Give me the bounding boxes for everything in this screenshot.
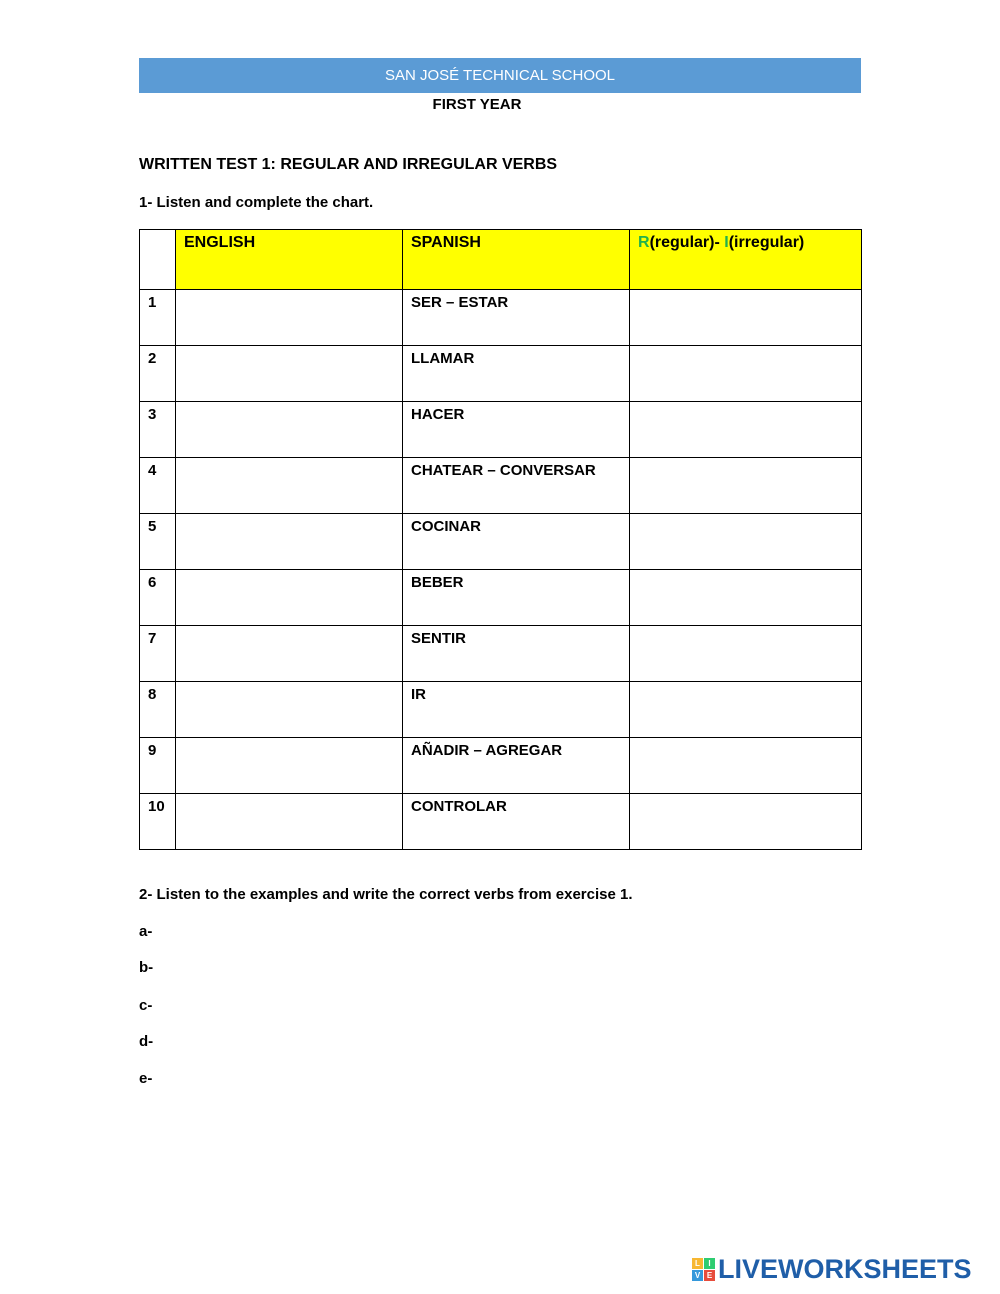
spanish-verb: SER – ESTAR xyxy=(403,290,630,346)
spanish-verb: LLAMAR xyxy=(403,346,630,402)
regular-irregular-answer-cell[interactable] xyxy=(630,626,862,682)
school-banner xyxy=(139,58,861,93)
logo-icon xyxy=(692,1258,715,1281)
spanish-verb: CONTROLAR xyxy=(403,794,630,850)
header-i-text: (irregular) xyxy=(728,234,805,251)
spanish-verb: CHATEAR – CONVERSAR xyxy=(403,458,630,514)
regular-irregular-answer-cell[interactable] xyxy=(630,570,862,626)
year-label: FIRST YEAR xyxy=(432,96,522,113)
row-number: 2 xyxy=(140,346,176,402)
table-row xyxy=(140,346,862,402)
row-number: 1 xyxy=(140,290,176,346)
logo-icon-letter: I xyxy=(704,1258,715,1269)
answer-line-3[interactable]: d- xyxy=(139,1033,154,1050)
logo-text: LIVEWORKSHEETS xyxy=(718,1253,972,1284)
row-number: 7 xyxy=(140,626,176,682)
answer-line-2[interactable]: c- xyxy=(139,997,153,1014)
spanish-verb: COCINAR xyxy=(403,514,630,570)
header-r-text: (regular)- xyxy=(649,234,725,251)
regular-irregular-answer-cell[interactable] xyxy=(630,682,862,738)
regular-irregular-answer-cell[interactable] xyxy=(630,514,862,570)
english-answer-cell[interactable] xyxy=(176,458,403,514)
row-number: 10 xyxy=(140,794,176,850)
english-answer-cell[interactable] xyxy=(176,290,403,346)
english-answer-cell[interactable] xyxy=(176,682,403,738)
spanish-verb: SENTIR xyxy=(403,626,630,682)
test-title: WRITTEN TEST 1: REGULAR AND IRREGULAR VERBS xyxy=(139,156,558,173)
logo-icon-letter: L xyxy=(692,1258,703,1269)
table-row xyxy=(140,570,862,626)
english-answer-cell[interactable] xyxy=(176,738,403,794)
header-number-cell xyxy=(140,230,176,290)
header-english: ENGLISH xyxy=(176,230,403,290)
table-row xyxy=(140,682,862,738)
english-answer-cell[interactable] xyxy=(176,402,403,458)
spanish-verb: HACER xyxy=(403,402,630,458)
row-number: 8 xyxy=(140,682,176,738)
regular-irregular-answer-cell[interactable] xyxy=(630,290,862,346)
table-row xyxy=(140,626,862,682)
regular-irregular-answer-cell[interactable] xyxy=(630,402,862,458)
header-spanish: SPANISH xyxy=(403,230,630,290)
answer-line-4[interactable]: e- xyxy=(139,1070,153,1087)
table-row xyxy=(140,514,862,570)
liveworksheets-logo xyxy=(692,1254,972,1284)
spanish-verb: AÑADIR – AGREGAR xyxy=(403,738,630,794)
header-r-letter: R xyxy=(638,234,650,251)
english-answer-cell[interactable] xyxy=(176,346,403,402)
table-row xyxy=(140,458,862,514)
table-row xyxy=(140,402,862,458)
spanish-verb: IR xyxy=(403,682,630,738)
table-row xyxy=(140,794,862,850)
row-number: 3 xyxy=(140,402,176,458)
exercise2-instruction: 2- Listen to the examples and write the correct verbs from exercise 1. xyxy=(139,886,633,903)
row-number: 9 xyxy=(140,738,176,794)
logo-icon-letter: E xyxy=(704,1270,715,1281)
row-number: 6 xyxy=(140,570,176,626)
table-row xyxy=(140,738,862,794)
row-number: 4 xyxy=(140,458,176,514)
english-answer-cell[interactable] xyxy=(176,794,403,850)
school-name: SAN JOSÉ TECHNICAL SCHOOL xyxy=(384,67,616,84)
regular-irregular-answer-cell[interactable] xyxy=(630,738,862,794)
spanish-verb: BEBER xyxy=(403,570,630,626)
row-number: 5 xyxy=(140,514,176,570)
header-i-letter: I xyxy=(724,234,729,251)
header-regular-irregular xyxy=(630,230,862,290)
chart-header-row xyxy=(140,230,862,290)
answer-line-0[interactable]: a- xyxy=(139,923,153,940)
table-row xyxy=(140,290,862,346)
regular-irregular-answer-cell[interactable] xyxy=(630,458,862,514)
regular-irregular-answer-cell[interactable] xyxy=(630,346,862,402)
english-answer-cell[interactable] xyxy=(176,514,403,570)
logo-icon-letter: V xyxy=(692,1270,703,1281)
english-answer-cell[interactable] xyxy=(176,570,403,626)
answer-line-1[interactable]: b- xyxy=(139,959,154,976)
regular-irregular-answer-cell[interactable] xyxy=(630,794,862,850)
exercise1-instruction: 1- Listen and complete the chart. xyxy=(139,194,374,211)
verbs-chart xyxy=(139,229,862,850)
english-answer-cell[interactable] xyxy=(176,626,403,682)
